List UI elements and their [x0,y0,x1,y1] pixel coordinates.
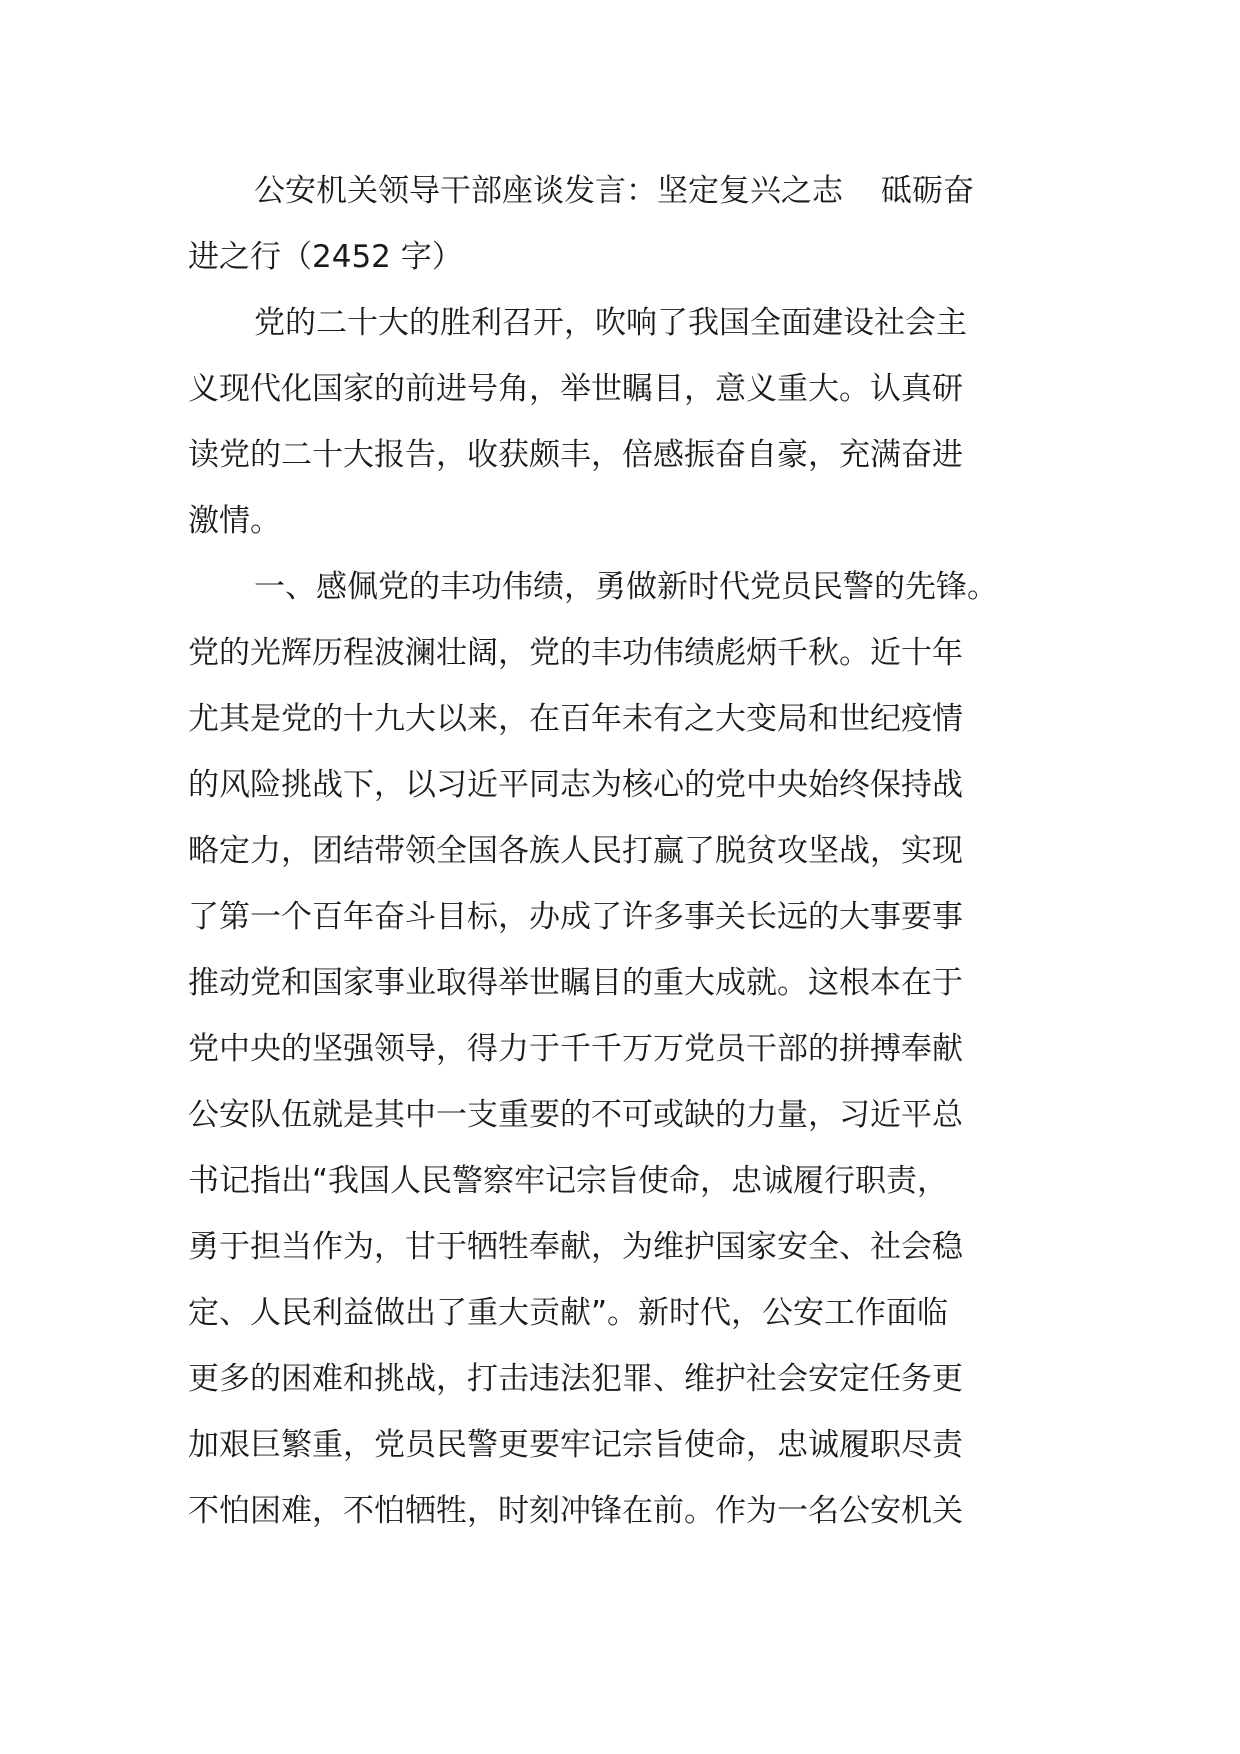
paragraph-line: 读党的二十大报告，收获颇丰，倍感振奋自豪，充满奋进 [188,437,963,473]
document-title-part-2: 砥砺奋 [881,173,974,209]
paragraph-line: 书记指出“我国人民警察牢记宗旨使命，忠诚履行职责， [188,1163,949,1199]
paragraph-line: 略定力，团结带领全国各族人民打赢了脱贫攻坚战，实现 [188,833,963,869]
paragraph-line: 激情。 [188,503,281,539]
paragraph-line: 的风险挑战下，以习近平同志为核心的党中央始终保持战 [188,767,963,803]
paragraph-line: 义现代化国家的前进号角，举世瞩目，意义重大。认真研 [188,371,963,407]
section-heading-line: 一、感佩党的丰功伟绩，勇做新时代党员民警的先锋。 [254,569,998,605]
document-body [188,158,1056,1544]
paragraph-line: 公安队伍就是其中一支重要的不可或缺的力量，习近平总 [188,1097,963,1133]
paragraph-line: 加艰巨繁重，党员民警更要牢记宗旨使命，忠诚履职尽责 [188,1427,963,1463]
paragraph-line: 定、人民利益做出了重大贡献”。新时代，公安工作面临 [188,1295,949,1331]
paragraph-line: 了第一个百年奋斗目标，办成了许多事关长远的大事要事 [188,899,963,935]
document-title-part-1: 公安机关领导干部座谈发言：坚定复兴之志 [254,173,843,209]
paragraph-line: 不怕困难，不怕牺牲，时刻冲锋在前。作为一名公安机关 [188,1493,963,1529]
paragraph-line: 党的光辉历程波澜壮阔，党的丰功伟绩彪炳千秋。近十年 [188,635,963,671]
paragraph-line: 勇于担当作为，甘于牺牲奉献，为维护国家安全、社会稳 [188,1229,963,1265]
document-title-line-1 [188,158,1056,224]
paragraph-line: 尤其是党的十九大以来，在百年未有之大变局和世纪疫情 [188,701,963,737]
document-title-line-2: 进之行（2452 字） [188,239,463,275]
paragraph-line: 党中央的坚强领导，得力于千千万万党员干部的拼搏奉献 [188,1031,963,1067]
paragraph-line: 党的二十大的胜利召开，吹响了我国全面建设社会主 [254,305,967,341]
paragraph-line: 更多的困难和挑战，打击违法犯罪、维护社会安定任务更 [188,1361,963,1397]
paragraph-line: 推动党和国家事业取得举世瞩目的重大成就。这根本在于 [188,965,963,1001]
